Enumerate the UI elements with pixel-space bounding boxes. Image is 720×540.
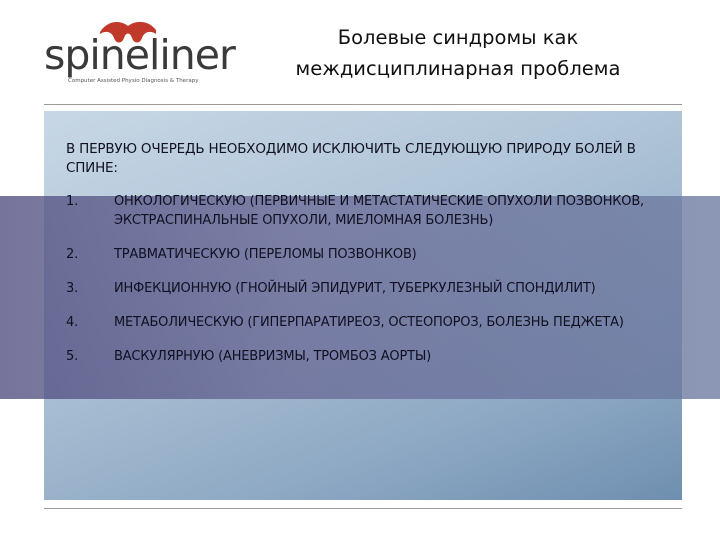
list-item [66, 192, 666, 230]
list-item-text: МЕТАБОЛИЧЕСКУЮ (ГИПЕРПАРАТИРЕОЗ, ОСТЕОПОРОЗ, БОЛЕЗНЬ ПЕДЖЕТА) [114, 315, 624, 330]
list-item-number: 3. [66, 281, 79, 296]
list-item [66, 279, 666, 298]
slide-title [248, 22, 668, 84]
list-item-number: 1. [66, 194, 79, 209]
top-divider [44, 104, 682, 105]
logo-tagline: Computer Assisted Physio Diagnosis & Therapy [68, 78, 199, 84]
list-item-number: 2. [66, 247, 79, 262]
list-item-text: ВАСКУЛЯРНУЮ (АНЕВРИЗМЫ, ТРОМБОЗ АОРТЫ) [114, 349, 431, 364]
list-item-text: ТРАВМАТИЧЕСКУЮ (ПЕРЕЛОМЫ ПОЗВОНКОВ) [114, 247, 417, 262]
list-item-text: ИНФЕКЦИОННУЮ (ГНОЙНЫЙ ЭПИДУРИТ, ТУБЕРКУЛЕЗНЫЙ СПОНДИЛИТ) [114, 281, 596, 296]
intro-text: В ПЕРВУЮ ОЧЕРЕДЬ НЕОБХОДИМО ИСКЛЮЧИТЬ СЛЕДУЮЩУЮ ПРИРОДУ БОЛЕЙ В СПИНЕ: [66, 141, 636, 176]
list-item-number: 4. [66, 315, 79, 330]
title-line-2: междисциплинарная проблема [295, 57, 621, 80]
content-text [66, 140, 666, 366]
list-item [66, 245, 666, 264]
bottom-divider [44, 508, 682, 509]
logo-wordmark: spineliner [44, 31, 235, 79]
list-item-text: ОНКОЛОГИЧЕСКУЮ (ПЕРВИЧНЫЕ И МЕТАСТАТИЧЕСКИЕ ОПУХОЛИ ПОЗВОНКОВ, ЭКСТРАСПИНАЛЬНЫЕ ОПУХОЛИ, МИЕЛОМНАЯ БОЛЕЗНЬ) [114, 194, 644, 228]
list-item [66, 347, 666, 366]
cause-list [66, 192, 666, 366]
list-item [66, 313, 666, 332]
list-item-number: 5. [66, 349, 79, 364]
spineliner-logo [44, 16, 235, 86]
title-line-1: Болевые синдромы как [337, 26, 579, 49]
